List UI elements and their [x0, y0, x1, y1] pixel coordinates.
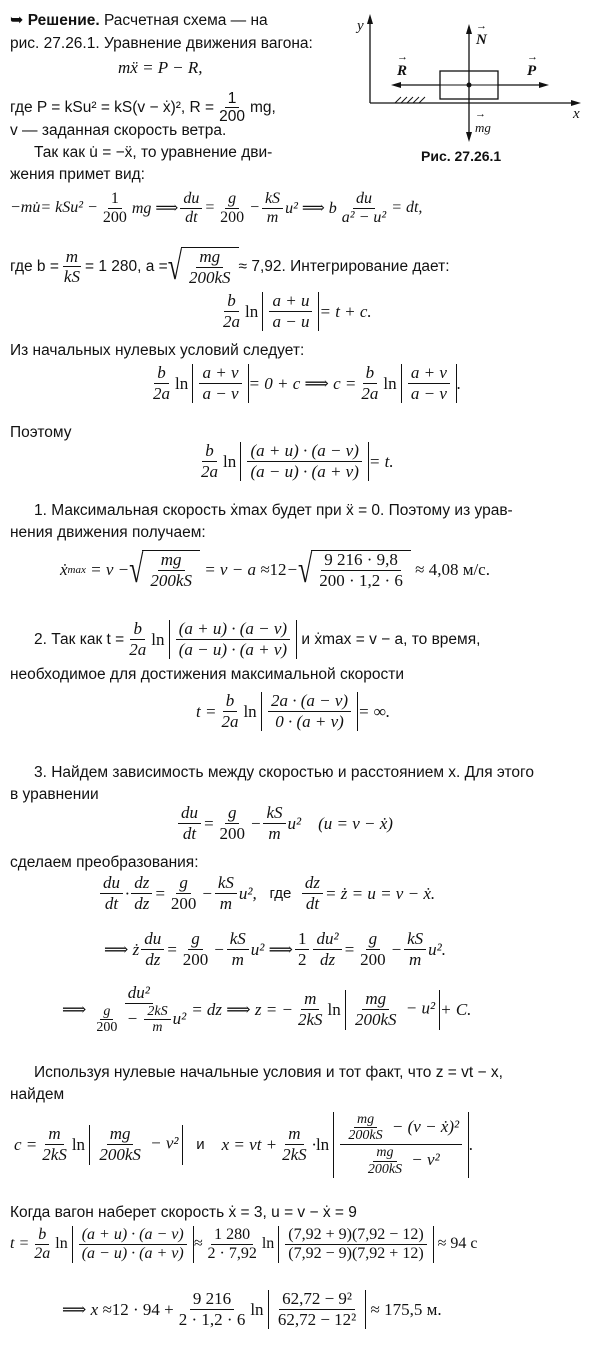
para3-a-value: ≈ 7,92. Интегрирование дает:	[238, 258, 450, 276]
force-mg-text: → mg	[475, 120, 491, 136]
item-1b: нения движения получаем:	[10, 524, 206, 541]
force-r-label	[397, 63, 407, 80]
equation-motion: mẍ = P − R,	[118, 58, 203, 77]
para-2b: жения примет вид:	[10, 166, 145, 183]
item1-result: ≈ 4,08 м/с.	[415, 560, 490, 580]
force-mg-label	[475, 120, 491, 136]
final-t-result: ≈ 94 с	[437, 1235, 478, 1253]
para-6b: найдем	[10, 1086, 65, 1103]
solution-intro-line2: рис. 27.26.1. Уравнение движения вагона:	[10, 35, 313, 52]
frac-den: 200	[219, 108, 245, 126]
item2-b: и ẋmax = v − a, то время,	[301, 630, 481, 648]
force-n-label	[476, 32, 487, 49]
para-2: Так как u̇ = −ẍ, то уравнение дви-	[34, 144, 273, 161]
and-word: и	[196, 1136, 205, 1154]
solution-intro-part: Расчетная схема — на	[103, 12, 268, 29]
item-2: 2. Так как t = $\frac{b}{2a}$ ln $\frac{(a + u) \cdot (a - v)}{(a - u) \cdot (a + v)}$ и ẋmax = v − a, то время,	[34, 619, 481, 659]
where-text: где P = kSu² = kS(v − ẋ)², R =	[10, 98, 215, 116]
item-3c: сделаем преобразования:	[10, 854, 199, 871]
equation-10: ⟹ ż $\frac{du}{dz}$ = $\frac{g}{200}$ − $\frac{kS}{m}$ u² ⟹ $\frac{1}{2}$ $\frac{\text{du²}}{dz}$ = $\frac{g}{200}$ − $\frac{kS}{m}$ u².	[104, 929, 446, 969]
frac-num: 1	[225, 90, 240, 108]
solution-label: Решение.	[27, 12, 100, 29]
force-p-label	[527, 63, 536, 80]
solution-heading	[10, 10, 268, 32]
figure-diagram	[355, 8, 595, 168]
item-3: 3. Найдем зависимость между скоростью и расстоянием x. Для этого	[34, 764, 534, 781]
equation-7: t = $\frac{b}{2a}$ ln $\frac{2a \cdot (a - v)}{0 \cdot (a + v)}$ = ∞.	[196, 691, 391, 731]
equation-6: ẋ max = v − √ $\frac{mg}{200kS}$ = v − a ≈ 12 − √ $\frac{9 216 \cdot 9,8}{200 \cdot 1,2 \cdot 6}$ ≈ 4,08 м/с.	[60, 547, 490, 592]
equation-4: $\frac{b}{2a}$ ln $\frac{a + v}{a - v}$ = 0 + c ⟹ c = $\frac{b}{2a}$ ln $\frac{a + v}{a - v}$ .	[153, 363, 462, 403]
item-3b: в уравнении	[10, 786, 99, 803]
arrow-bullet-icon: ➥	[10, 12, 24, 29]
para3-b-label: где b =	[10, 258, 59, 276]
y-axis-label: y	[357, 18, 364, 34]
final-x-result: ≈ 175,5 м.	[370, 1299, 442, 1319]
equation-8: $\frac{du}{dt}$ = $\frac{g}{200}$ − $\frac{kS}{m}$ u² (u = v − ẋ)	[176, 804, 393, 843]
para-5: Поэтому	[10, 424, 72, 441]
figure-caption: Рис. 27.26.1	[421, 148, 502, 164]
where-tail: mg,	[249, 98, 276, 116]
force-n-text: → N	[476, 32, 487, 49]
force-r-text: → R	[397, 63, 407, 80]
item-1: 1. Максимальная скорость ẋmax будет при ẍ = 0. Поэтому из урав-	[34, 502, 513, 519]
equation-14: ⟹ x ≈ 12 · 94 + $\frac{9 216}{2 \cdot 1,2 \cdot 6}$ ln $\frac{\text{62,72 − 9²}}{\text{62,72 − 12²}}$ ≈ 175,5 м.	[62, 1289, 442, 1329]
equation-5: $\frac{b}{2a}$ ln $\frac{(a + u) \cdot (a - v)}{(a - u) \cdot (a + v)}$ = t.	[201, 441, 394, 481]
equation-2: −m u̇ = kSu² − $\frac{1}{200}$ mg ⟹ $\frac{du}{dt}$ = $\frac{g}{200}$ − $\frac{kS}{m}$ u² ⟹ b $\frac{du}{\text{a² − u²}}$ = dt,	[10, 190, 423, 226]
equation-11: ⟹ du² $\frac{g}{200}$ − $\frac{2kS}{m}$ u² = dz ⟹ z = − $\frac{m}{2kS}$ ln $\frac{mg}{200kS}$ − u² + C.	[62, 983, 472, 1036]
where-line-2: v — заданная скорость ветра.	[10, 122, 227, 139]
equation-13: t = $\frac{b}{2a}$ ln $\frac{(a + u) \cdot (a - v)}{(a - u) \cdot (a + v)}$ ≈ $\frac{1 280}{2 \cdot 7,92}$ ln $\frac{(7,92 + 9)(7,92 - 12)}{(7,92 - 9)(7,92 + 12)}$ ≈ 94 с	[10, 1226, 478, 1262]
x-axis-label: x	[573, 106, 580, 122]
para-7: Когда вагон наберет скорость ẋ = 3, u = v − ẋ = 9	[10, 1204, 357, 1221]
para-3: где b = $\frac{m}{kS}$ = 1 280, a = √ $\frac{mg}{200kS}$ ≈ 7,92. Интегрирование дает:	[10, 244, 450, 289]
para3-b-value: = 1 280, a =	[84, 258, 168, 276]
para-6: Используя нулевые начальные условия и тот факт, что z = vt − x,	[34, 1064, 503, 1081]
equation-3: $\frac{b}{2a}$ ln $\frac{a + u}{a - u}$ = t + c.	[223, 291, 372, 331]
equation-9: $\frac{du}{dt}$ · $\frac{dz}{dz}$ = $\frac{g}{200}$ − $\frac{kS}{m}$ u², где $\frac{dz}{dt}$ = ż = u = v − ẋ.	[98, 874, 435, 913]
item-2c: необходимое для достижения максимальной скорости	[10, 666, 405, 683]
para-4: Из начальных нулевых условий следует:	[10, 342, 305, 359]
figure-27-26-1	[355, 8, 595, 168]
equation-12: c = $\frac{m}{2kS}$ ln $\frac{mg}{200kS}$ − v² и x = vt + $\frac{m}{2kS}$ · ln $\frac{mg}{200kS}$ − (v − ẋ)² $\frac{mg}{200kS}$ − v² .	[14, 1112, 474, 1177]
force-p-text: → P	[527, 63, 536, 80]
where-word: где	[269, 885, 292, 903]
item2-a: 2. Так как t =	[34, 630, 125, 648]
